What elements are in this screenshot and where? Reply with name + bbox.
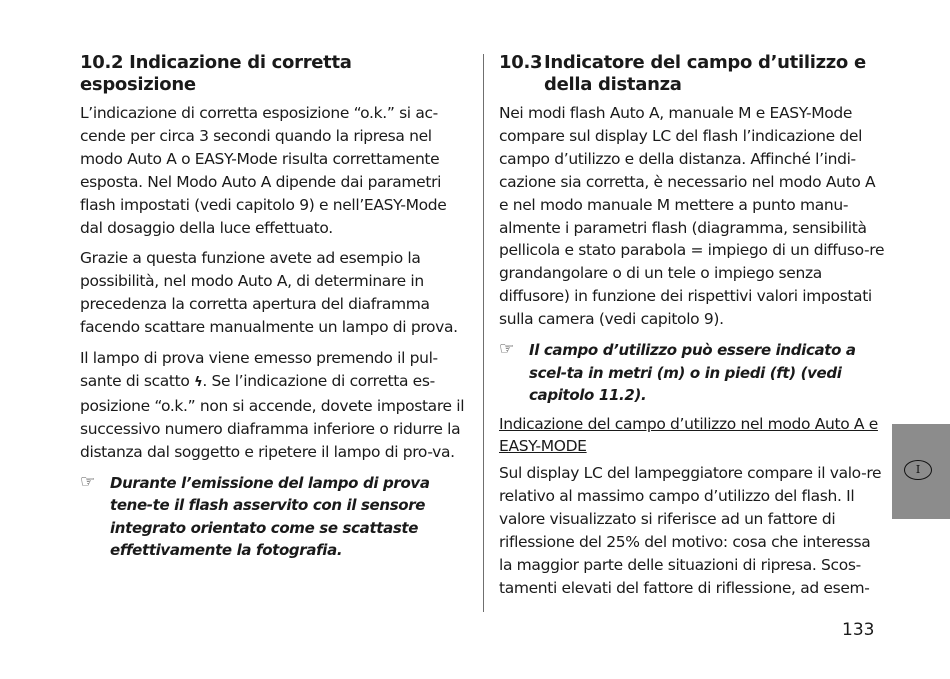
left-paragraph-3-end: . Se l’indicazione di corretta es-posizione “o.k.” non si accende, dovete impostare il successivo numero diaframma inferiore o ridurre la distanza dal soggetto e ripetere il lampo di pro-va. bbox=[80, 371, 465, 461]
right-paragraph-2: Sul display LC del lampeggiatore compare il valo-re relativo al massimo campo d’utilizzo del flash. Il valore visualizzato si riferisce ad un fattore di riflessione del 25% del motivo: cosa che interessa la maggior parte delle situazioni di ripresa. Scos-tamenti elevati del fattore di riflessione, ad esem- bbox=[499, 464, 882, 597]
left-column bbox=[80, 52, 468, 568]
left-paragraph-3-start: Il lampo di prova viene emesso premendo il pul-sante di scatto bbox=[80, 349, 438, 390]
section-10-3-number: 10.3 bbox=[499, 52, 543, 73]
right-note-text: Il campo d’utilizzo può essere indicato a scel-ta in metri (m) o in piedi (ft) (vedi capitolo 11.2). bbox=[529, 341, 856, 405]
pointing-hand-icon: ☞ bbox=[499, 339, 515, 360]
left-note bbox=[80, 472, 468, 562]
auto-a-subheading: Indicazione del campo d’utilizzo nel modo Auto A e EASY-MODE bbox=[499, 414, 878, 456]
column-divider bbox=[483, 54, 484, 612]
section-10-3-heading bbox=[499, 52, 887, 96]
right-column bbox=[499, 52, 887, 608]
section-10-3-title: Indicatore del campo d’utilizzo e della distanza bbox=[544, 52, 866, 95]
page-number: 133 bbox=[842, 620, 875, 640]
pointing-hand-icon: ☞ bbox=[80, 471, 96, 492]
left-note-text: Durante l’emissione del lampo di prova tene-te il flash asservito con il sensore integrato orientato come se scattaste effettivamente la fotografia. bbox=[110, 473, 430, 560]
right-note bbox=[499, 339, 887, 407]
left-paragraph-3 bbox=[80, 347, 468, 464]
left-paragraph-2: Grazie a questa funzione avete ad esempio la possibilità, nel modo Auto A, di determinare in precedenza la corretta apertura del diaframma facendo scattare manualmente un lampo di prova. bbox=[80, 249, 458, 337]
section-10-2-heading: 10.2 Indicazione di corretta esposizione bbox=[80, 52, 352, 95]
language-side-tab bbox=[892, 424, 950, 519]
right-paragraph-1: Nei modi flash Auto A, manuale M e EASY-Mode compare sul display LC del flash l’indicazione del campo d’utilizzo e della distanza. Affinché l’indi-cazione sia corretta, è necessario nel modo Auto A e nel modo manuale M mettere a punto manu-almente i parametri flash (diagramma, sensibilità pellicola e stato parabola = impiego di un diffuso-re grandangolare o di un tele o impiego senza diffusore) in funzione dei rispettivi valori impostati sulla camera (vedi capitolo 9). bbox=[499, 104, 885, 329]
language-badge: I bbox=[904, 460, 932, 480]
flash-icon: ϟ bbox=[194, 374, 203, 390]
left-paragraph-1: L’indicazione di corretta esposizione “o.k.” si ac-cende per circa 3 secondi quando la ripresa nel modo Auto A o EASY-Mode risulta correttamente esposta. Nel Modo Auto A dipende dai parametri flash impostati (vedi capitolo 9) e nell’EASY-Mode dal dosaggio della luce effettuato. bbox=[80, 104, 447, 237]
